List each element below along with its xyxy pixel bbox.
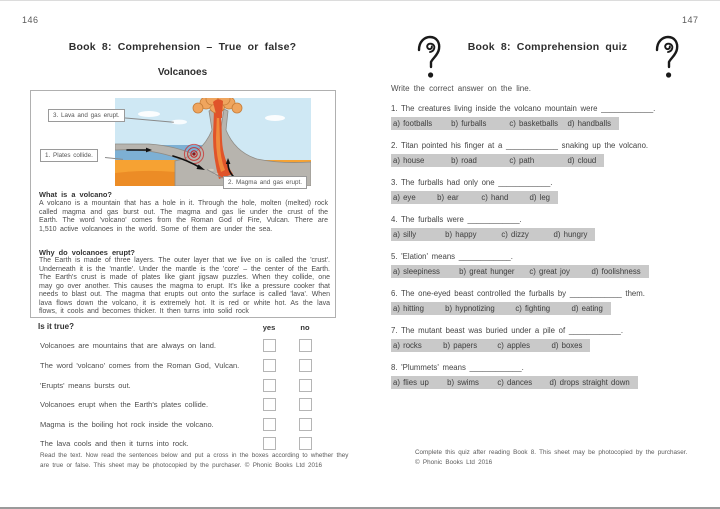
answer-options — [391, 154, 604, 167]
option-c: c) dizzy — [501, 230, 529, 239]
question-block-6 — [391, 289, 703, 315]
true-false-heading: Is it true? — [38, 322, 75, 331]
option-c: c) great joy — [529, 267, 570, 276]
no-checkbox-2[interactable] — [299, 359, 312, 372]
left-page-footer: Read the text. Now read the sentences below and put a cross in the boxes according to whether they are true or false. This sheet may be photocopied by the purchaser. © Phonic Books Ltd 2016 — [40, 452, 349, 469]
question-text: 2. Titan pointed his finger at a ____________ snaking up the volcano. — [391, 141, 649, 150]
yes-checkbox-6[interactable] — [263, 437, 276, 450]
diagram-label-lava-erupts: 3. Lava and gas erupt. — [48, 109, 125, 122]
answer-options — [391, 228, 595, 241]
option-b: b) furballs — [451, 119, 487, 128]
yes-checkbox-1[interactable] — [263, 339, 276, 352]
no-checkbox-6[interactable] — [299, 437, 312, 450]
passage-body-1: A volcano is a mountain that has a hole in it. Through the hole, molten (melted) rock called magma and gas burst out. The magma and gas lie under the crust of the Earth. The word 'volcano' comes from the Roman God of Fire, Vulcan. There are 1,510 active volcanoes in the world. Some of them are under the sea. — [39, 200, 328, 234]
diagram-label-plates-collide: 1. Plates collide. — [40, 149, 98, 162]
option-d: d) handballs — [567, 119, 611, 128]
yes-checkbox-5[interactable] — [263, 418, 276, 431]
option-d: d) foolishness — [591, 267, 641, 276]
question-block-2 — [391, 141, 703, 167]
question-block-8 — [391, 363, 703, 389]
option-d: d) boxes — [551, 341, 583, 350]
option-b: b) great hunger — [459, 267, 515, 276]
no-checkbox-5[interactable] — [299, 418, 312, 431]
option-d: d) cloud — [567, 156, 597, 165]
passage-heading-2: Why do volcanoes erupt? — [39, 248, 135, 257]
yes-checkbox-3[interactable] — [263, 379, 276, 392]
no-checkbox-4[interactable] — [299, 398, 312, 411]
question-text: 7. The mutant beast was buried under a pile of ____________. — [391, 326, 624, 335]
right-footer-line-2: © Phonic Books Ltd 2016 — [415, 458, 493, 466]
quiz-questions — [391, 104, 703, 400]
question-block-1 — [391, 104, 703, 130]
statement-4: Volcanoes erupt when the Earth's plates collide. — [40, 400, 209, 409]
question-text: 3. The furballs had only one ____________. — [391, 178, 553, 187]
statement-5: Magma is the boiling hot rock inside the volcano. — [40, 420, 214, 429]
option-a: a) house — [393, 156, 425, 165]
statement-2: The word 'volcano' comes from the Roman God, Vulcan. — [40, 361, 240, 370]
answer-options — [391, 339, 590, 352]
right-footer-line-1: Complete this quiz after reading Book 8. This sheet may be photocopied by the purchaser. — [415, 449, 688, 456]
left-page-subtitle: Volcanoes — [157, 67, 208, 78]
option-b: b) ear — [437, 193, 459, 202]
option-d: d) hungry — [553, 230, 588, 239]
option-a: a) hitting — [393, 304, 424, 313]
option-a: a) sleepiness — [393, 267, 440, 276]
no-column-header: no — [300, 323, 310, 332]
answer-options — [391, 117, 619, 130]
option-b: b) road — [451, 156, 477, 165]
passage-body-2: The Earth is made of three layers. The outer layer that we live on is called the 'crust'. Underneath it is the 'mantle'. Under the mantle is the 'core' – the center of the Earth. The Earth's crust is made of plates like giant jigsaw puzzles. When they collide, one may go over another. This causes the magma to erupt. It's like a pressure cooker that needs to blast out. The magma that erupts out onto the surface is called 'lava'. When lava flows down the volcano, it is extremely hot. It is red or white hot. As the lava flows, it cools and becomes thicker. It then turns into solid rock — [39, 257, 330, 315]
no-checkbox-1[interactable] — [299, 339, 312, 352]
option-a: a) flies up — [393, 378, 429, 387]
question-text: 8. 'Plummets' means ____________. — [391, 363, 524, 372]
statement-6: The lava cools and then it turns into rock. — [40, 439, 189, 448]
statement-3: 'Erupts' means bursts out. — [40, 381, 131, 390]
question-block-5 — [391, 252, 703, 278]
right-page-footer — [415, 448, 695, 467]
question-text: 4. The furballs were ____________. — [391, 215, 522, 224]
answer-options — [391, 265, 649, 278]
yes-checkbox-4[interactable] — [263, 398, 276, 411]
reading-passage-box — [30, 90, 336, 318]
question-block-7 — [391, 326, 703, 352]
option-b: b) swims — [447, 378, 479, 387]
yes-column-header: yes — [262, 323, 276, 332]
answer-options — [391, 376, 638, 389]
question-text: 5. 'Elation' means ____________. — [391, 252, 513, 261]
right-page-title: Book 8: Comprehension quiz — [467, 41, 628, 53]
page-number-right: 147 — [682, 15, 699, 25]
no-checkbox-3[interactable] — [299, 379, 312, 392]
quiz-instruction: Write the correct answer on the line. — [391, 84, 531, 93]
answer-options — [391, 302, 611, 315]
option-d: d) eating — [571, 304, 603, 313]
question-text: 6. The one-eyed beast controlled the furballs by ____________ them. — [391, 289, 645, 298]
yes-checkbox-2[interactable] — [263, 359, 276, 372]
answer-options — [391, 191, 558, 204]
option-c: c) path — [509, 156, 535, 165]
option-a: a) rocks — [393, 341, 422, 350]
option-b: b) papers — [443, 341, 478, 350]
left-page-title: Book 8: Comprehension – True or false? — [68, 41, 297, 53]
page-number-left: 146 — [22, 15, 39, 25]
option-c: c) fighting — [515, 304, 551, 313]
passage-heading-1: What is a volcano? — [39, 190, 112, 199]
question-block-3 — [391, 178, 703, 204]
option-b: b) happy — [445, 230, 477, 239]
option-c: c) dances — [497, 378, 533, 387]
option-a: a) footballs — [393, 119, 433, 128]
option-d: d) leg — [529, 193, 551, 202]
option-a: a) silly — [393, 230, 417, 239]
option-b: b) hypnotizing — [445, 304, 495, 313]
question-text: 1. The creatures living inside the volcano mountain were ____________. — [391, 104, 656, 113]
statement-1: Volcanoes are mountains that are always on land. — [40, 341, 217, 350]
option-d: d) drops straight down — [549, 378, 630, 387]
option-c: c) basketballs — [509, 119, 559, 128]
question-block-4 — [391, 215, 703, 241]
option-a: a) eye — [393, 193, 416, 202]
option-c: c) hand — [481, 193, 509, 202]
option-c: c) apples — [497, 341, 530, 350]
diagram-label-magma-erupts: 2. Magma and gas erupt. — [223, 176, 307, 189]
